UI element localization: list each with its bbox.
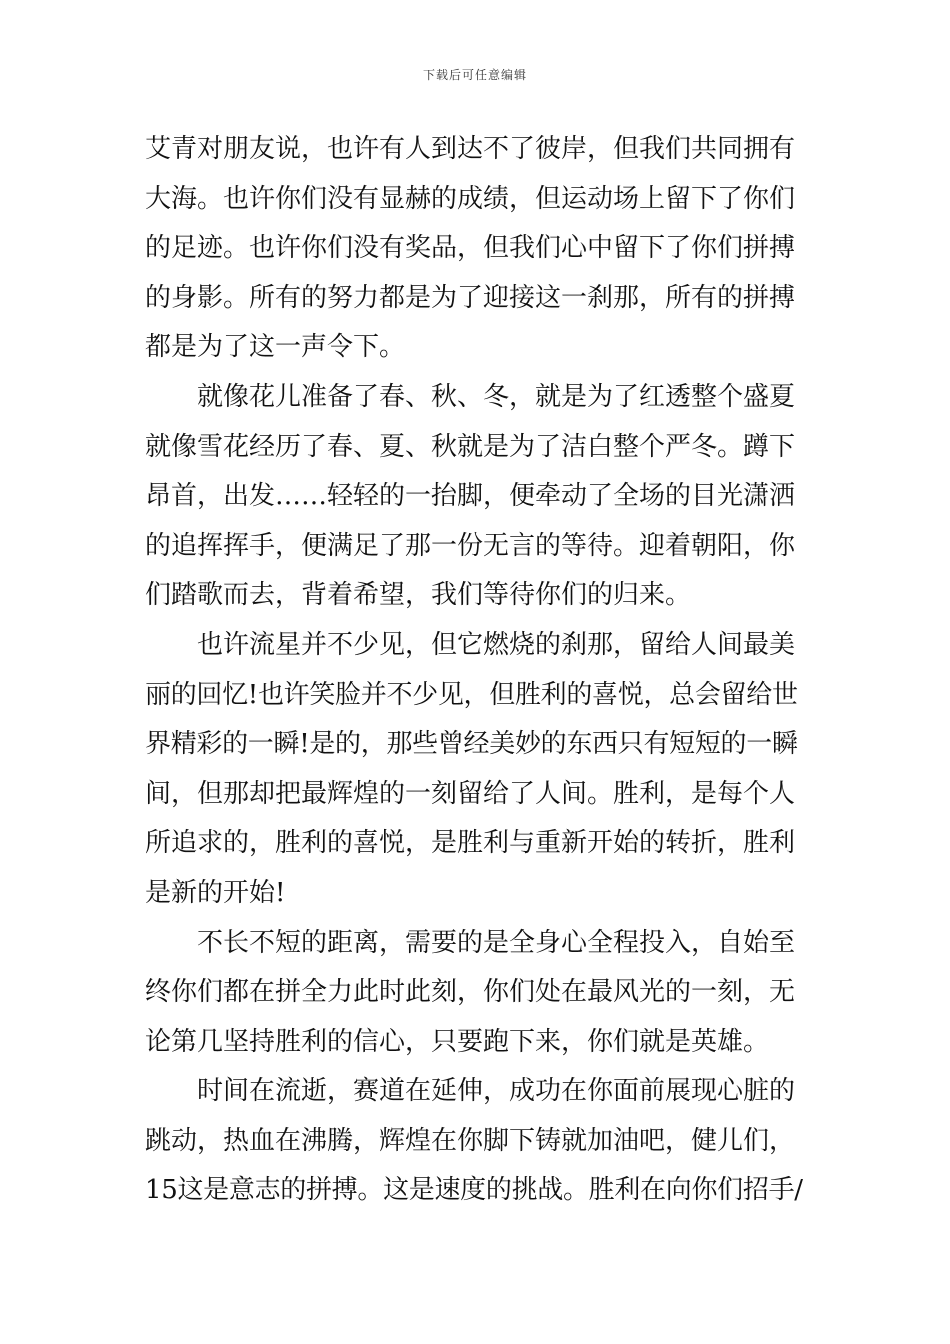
text-line: 所追求的，胜利的喜悦，是胜利与重新开始的转折，胜利 bbox=[145, 828, 796, 859]
text-line: 丽的回忆!也许笑脸并不少见，但胜利的喜悦，总会留给世 bbox=[145, 679, 798, 710]
text-line: 就像雪花经历了春、夏、秋就是为了洁白整个严冬。蹲下 bbox=[145, 431, 796, 462]
paragraph-start-line: 也许流星并不少见，但它燃烧的刹那，留给人间最美 bbox=[197, 629, 796, 660]
text-line: 15这是意志的拼搏。这是速度的挑战。胜利在向你们招手/ bbox=[145, 1175, 803, 1206]
text-line: 的足迹。也许你们没有奖品，但我们心中留下了你们拼搏 bbox=[145, 233, 796, 264]
text-line: 终你们都在拼全力此时此刻，你们处在最风光的一刻，无 bbox=[145, 977, 796, 1008]
text-line: 界精彩的一瞬!是的，那些曾经美妙的东西只有短短的一瞬 bbox=[145, 729, 798, 760]
text-line: 昂首，出发……轻轻的一抬脚，便牵动了全场的目光潇洒 bbox=[145, 481, 796, 512]
text-line: 艾青对朋友说，也许有人到达不了彼岸，但我们共同拥有 bbox=[145, 134, 796, 164]
paragraph-start-line: 就像花儿准备了春、秋、冬，就是为了红透整个盛夏 bbox=[197, 381, 796, 412]
text-line: 间，但那却把最辉煌的一刻留给了人间。胜利，是每个人 bbox=[145, 778, 796, 809]
paragraph-start-line: 时间在流逝，赛道在延伸，成功在你面前展现心脏的 bbox=[197, 1076, 796, 1107]
text-line: 们踏歌而去，背着希望，我们等待你们的归来。 bbox=[145, 580, 692, 611]
text-line: 跳动，热血在沸腾，辉煌在你脚下铸就加油吧，健儿们， bbox=[145, 1125, 796, 1156]
text-line: 大海。也许你们没有显赫的成绩，但运动场上留下了你们 bbox=[145, 183, 796, 214]
body-text bbox=[145, 125, 817, 1216]
text-line: 的追挥挥手，便满足了那一份无言的等待。迎着朝阳，你 bbox=[145, 530, 796, 561]
text-line: 论第几坚持胜利的信心，只要跑下来，你们就是英雄。 bbox=[145, 1026, 770, 1057]
text-line: 是新的开始! bbox=[145, 877, 286, 908]
paragraph-start-line: 不长不短的距离，需要的是全身心全程投入，自始至 bbox=[197, 927, 796, 958]
header-note: 下载后可任意编辑 bbox=[422, 68, 527, 82]
text-line: 的身影。所有的努力都是为了迎接这一刹那，所有的拼搏 bbox=[145, 282, 796, 313]
text-line: 都是为了这一声令下。 bbox=[145, 332, 406, 363]
